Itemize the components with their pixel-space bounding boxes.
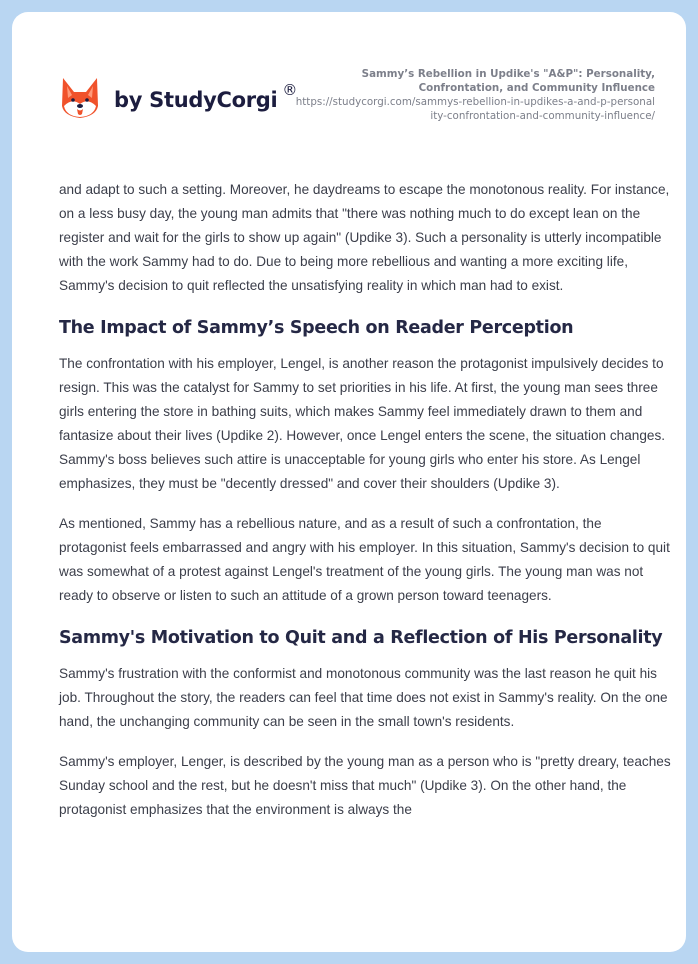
article-body bbox=[59, 178, 671, 838]
section-heading: Sammy's Motivation to Quit and a Reflection of His Personality bbox=[59, 628, 663, 648]
source-meta bbox=[295, 67, 655, 123]
brand-name: by StudyCorgi bbox=[114, 88, 278, 112]
paragraph: As mentioned, Sammy has a rebellious nature, and as a result of such a confrontation, the protagonist feels embarrassed and angry with his employer. In this situation, Sammy's decision to quit was somewhat of a protest against Lengel's treatment of the young girls. The young man was not ready to observe or listen to such an attitude of a grown person toward teenagers. bbox=[59, 516, 670, 603]
paragraph: The confrontation with his employer, Lengel, is another reason the protagonist impulsively decides to resign. This was the catalyst for Sammy to set priorities in his life. At first, the young man sees three girls entering the store in bathing suits, which makes Sammy feel immediately drawn to them and fantasize about their lives (Updike 2). However, once Lengel enters the scene, the situation changes. Sammy's boss believes such attire is unacceptable for young girls who enter his store. As Lengel emphasizes, they must be "decently dressed" and cover their shoulders (Updike 3). bbox=[59, 356, 666, 491]
document-page bbox=[12, 12, 686, 952]
section-heading: The Impact of Sammy’s Speech on Reader Perception bbox=[59, 318, 574, 338]
article-title: Sammy’s Rebellion in Updike's "A&P": Personality, Confrontation, and Community Influence bbox=[361, 68, 655, 94]
article-url[interactable]: https://studycorgi.com/sammys-rebellion-in-updikes-a-and-p-personality-confrontation-and-community-influence/ bbox=[295, 96, 655, 122]
paragraph: Sammy's employer, Lenger, is described by the young man as a person who is "pretty dreary, teaches Sunday school and the rest, but he doesn't miss that much" (Updike 3). On the other hand, the protagonist emphasizes that the environment is always the bbox=[59, 754, 671, 817]
corgi-head-icon bbox=[60, 76, 100, 120]
paragraph: and adapt to such a setting. Moreover, he daydreams to escape the monotonous reality. For instance, on a less busy day, the young man admits that "there was nothing much to do except lean on the register and wait for the girls to show up again" (Updike 3). Such a personality is utterly incompatible with the work Sammy had to do. Due to being more rebellious and wanting a more exciting life, Sammy's decision to quit reflected the unsatisfying reality in which man had to exist. bbox=[59, 182, 670, 293]
studycorgi-logo[interactable] bbox=[60, 76, 297, 120]
paragraph: Sammy's frustration with the conformist and monotonous community was the last reason he quit his job. Throughout the story, the readers can feel that time does not exist in Sammy's reality. On the one hand, the unchanging community can be seen in the small town's residents. bbox=[59, 666, 668, 729]
registered-mark: ® bbox=[282, 81, 298, 99]
page-header bbox=[12, 12, 686, 142]
